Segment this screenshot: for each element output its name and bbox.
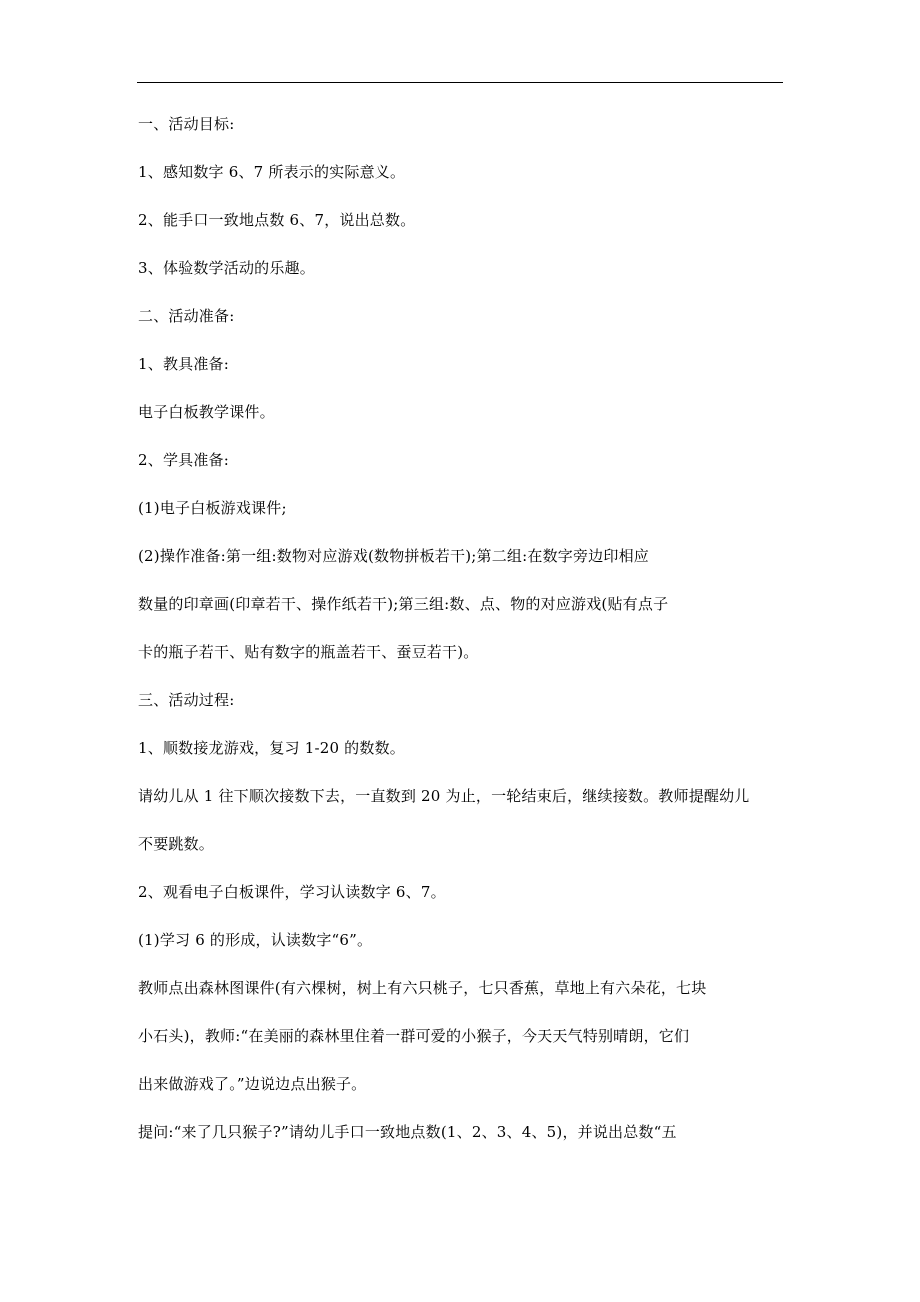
section-heading-preparation: 二、活动准备: [138,307,235,325]
process-step-1: 1、顺数接龙游戏，复习 1-20 的数数。 [138,739,405,757]
process-step-2: 2、观看电子白板课件，学习认读数字 6、7。 [138,883,446,901]
prep-subheading-teacher: 1、教具准备: [138,355,229,373]
section-heading-process: 三、活动过程: [138,691,235,709]
process-text-line-1: 教师点出森林图课件(有六棵树，树上有六只桃子，七只香蕉，草地上有六朵花，七块 [138,979,707,997]
section-heading-goals: 一、活动目标: [138,115,235,133]
prep-student-item-2-line-2: 数量的印章画(印章若干、操作纸若干);第三组:数、点、物的对应游戏(贴有点子 [138,595,669,613]
prep-student-item-2-line-3: 卡的瓶子若干、贴有数字的瓶盖若干、蚕豆若干)。 [138,643,479,661]
process-step-2-sub-1: (1)学习 6 的形成，认读数字“6”。 [138,931,373,949]
process-text-line-4: 提问:“来了几只猴子?”请幼儿手口一致地点数(1、2、3、4、5)，并说出总数“五 [138,1123,677,1141]
header-rule [137,82,783,83]
prep-teacher-text: 电子白板教学课件。 [138,403,275,421]
goal-item-3: 3、体验数学活动的乐趣。 [138,259,315,277]
goal-item-1: 1、感知数字 6、7 所表示的实际意义。 [138,163,406,181]
process-text-line-3: 出来做游戏了。”边说边点出猴子。 [138,1075,367,1093]
process-text-line-2: 小石头)，教师:“在美丽的森林里住着一群可爱的小猴子，今天天气特别晴朗，它们 [138,1027,690,1045]
process-step-1-text-line-2: 不要跳数。 [138,835,215,853]
prep-student-item-1: (1)电子白板游戏课件; [138,499,287,517]
goal-item-2: 2、能手口一致地点数 6、7，说出总数。 [138,211,416,229]
process-step-1-text-line-1: 请幼儿从 1 往下顺次接数下去，一直数到 20 为止，一轮结束后，继续接数。教师提醒幼儿 [138,787,750,805]
prep-student-item-2-line-1: (2)操作准备:第一组:数物对应游戏(数物拼板若干);第二组:在数字旁边印相应 [138,547,649,565]
prep-subheading-student: 2、学具准备: [138,451,229,469]
